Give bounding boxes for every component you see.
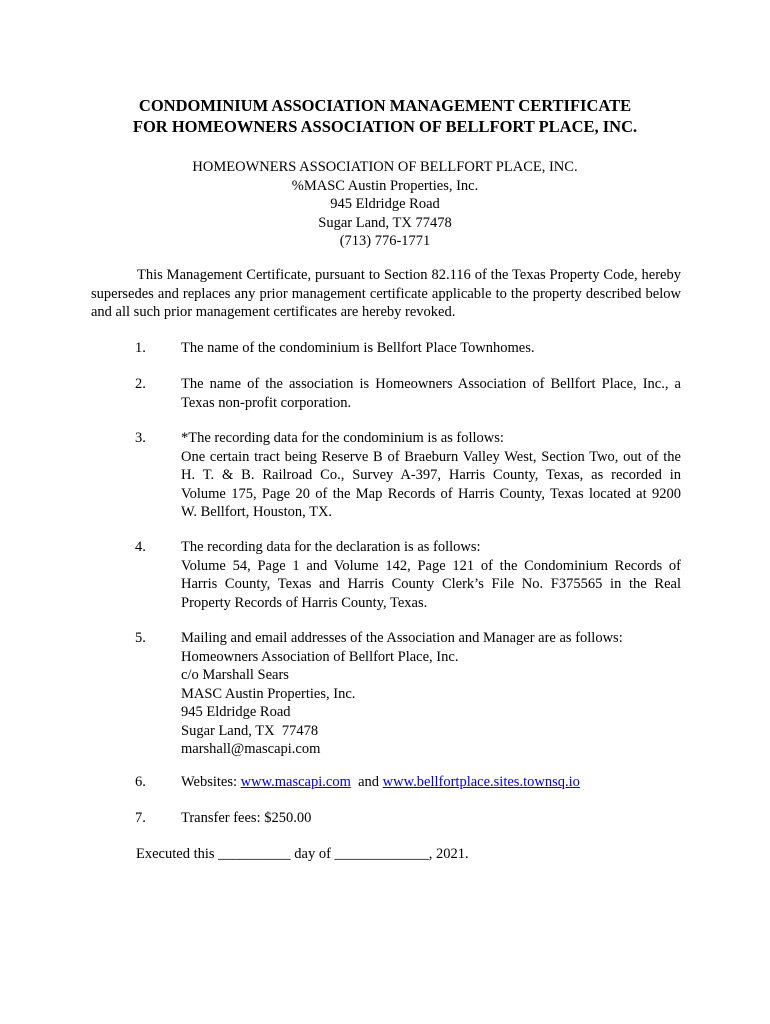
item-line: MASC Austin Properties, Inc. (181, 685, 356, 702)
mascapi-link[interactable]: www.mascapi.com (240, 774, 351, 790)
item-line: Harris County, Texas and Harris County Clerk’s File No. F375565 in the Real (181, 576, 681, 592)
item-line: H. T. & B. Railroad Co., Survey A-397, Harris County, Texas, as recorded in (181, 467, 681, 483)
item-line: Sugar Land, TX 77478 (181, 722, 319, 739)
item-line: One certain tract being Reserve B of Braeburn Valley West, Section Two, out of the (181, 448, 681, 465)
and-word: and (358, 774, 380, 790)
item-text (181, 429, 681, 522)
item-line: The name of the condominium is Bellfort Place Townhomes. (181, 340, 535, 356)
item-line: Mailing and email addresses of the Association and Manager are as follows: (181, 630, 623, 646)
item-line: *The recording data for the condominium is as follows: (181, 430, 504, 446)
intro-line-2: supersedes and replaces any prior management certificate applicable to the property described below (91, 285, 681, 302)
item-line: 945 Eldridge Road (181, 704, 291, 720)
item-line: Volume 175, Page 20 of the Map Records of Harris County, Texas located at 9200 (181, 485, 681, 502)
address-line-3: 945 Eldridge Road (330, 196, 440, 212)
item-text (181, 629, 681, 759)
item-number: 4. (135, 539, 146, 555)
item-line: c/o Marshall Sears (181, 667, 289, 683)
item-text (181, 773, 681, 792)
item-number: 5. (135, 630, 146, 646)
item-number: 3. (135, 430, 146, 446)
item-text (181, 809, 681, 828)
item-number: 1. (135, 340, 146, 356)
email-address: marshall@mascapi.com (181, 741, 321, 757)
intro-paragraph (91, 266, 681, 322)
item-line: Transfer fees: $250.00 (181, 810, 312, 826)
item-text (181, 375, 681, 412)
title-line-1: CONDOMINIUM ASSOCIATION MANAGEMENT CERTIFICATE (138, 96, 632, 115)
item-line: The recording data for the declaration is as follows: (181, 539, 481, 555)
item-text (181, 538, 681, 612)
item-line: Volume 54, Page 1 and Volume 142, Page 121 of the Condominium Records of (181, 557, 681, 574)
item-number: 7. (135, 810, 146, 826)
item-line: Homeowners Association of Bellfort Place, Inc. (181, 648, 459, 665)
item-line: The name of the association is Homeowners Association of Bellfort Place, Inc., a (181, 376, 681, 392)
item-text (181, 339, 681, 358)
association-address-block (0, 158, 770, 251)
address-line-5: (713) 776-1771 (339, 233, 431, 249)
bellfortplace-link[interactable]: www.bellfortplace.sites.townsq.io (382, 774, 580, 790)
document-title (0, 95, 770, 137)
execution-line: Executed this __________ day of _____________, 2021. (136, 846, 469, 862)
address-line-2: %MASC Austin Properties, Inc. (291, 177, 479, 194)
item-line: Property Records of Harris County, Texas. (181, 594, 428, 611)
websites-label: Websites: (181, 774, 238, 790)
item-line: Texas non-profit corporation. (181, 394, 352, 411)
intro-line-1: This Management Certificate, pursuant to Section 82.116 of the Texas Property Code, hereby (137, 267, 681, 283)
item-line: W. Bellfort, Houston, TX. (181, 504, 333, 520)
address-line-1: HOMEOWNERS ASSOCIATION OF BELLFORT PLACE, INC. (192, 159, 578, 175)
address-line-4: Sugar Land, TX 77478 (318, 214, 452, 231)
intro-line-3: and all such prior management certificates are hereby revoked. (91, 304, 456, 320)
websites-line (181, 773, 681, 792)
title-line-2: FOR HOMEOWNERS ASSOCIATION OF BELLFORT PLACE, INC. (132, 117, 638, 136)
item-number: 2. (135, 376, 146, 392)
item-number: 6. (135, 774, 146, 790)
